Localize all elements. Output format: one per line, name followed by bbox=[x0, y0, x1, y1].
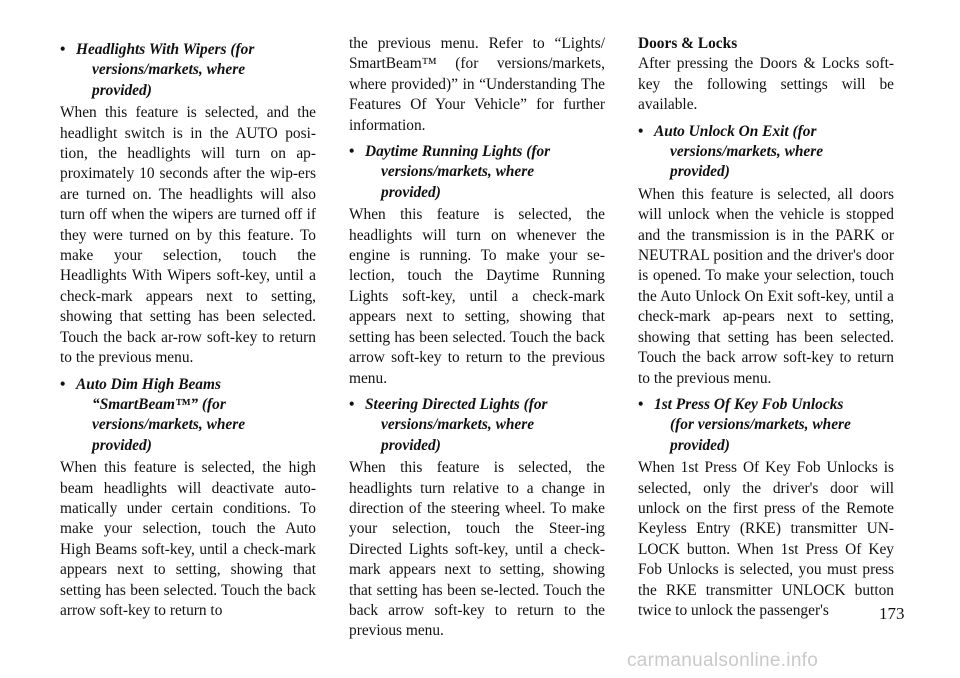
bullet-heading-line: versions/markets, where bbox=[381, 163, 535, 181]
bullet-dot-icon: • bbox=[349, 143, 355, 161]
watermark: carmanualsonline.info bbox=[627, 650, 819, 671]
bullet-heading bbox=[638, 122, 894, 183]
body-paragraph: When this feature is selected, the headlights will turn on whenever the engine is running. To make your se-lection, touch the Daytime Running Lights soft-key, until a check-mark appears next to setting, showing that setting has been selected. Touch the back arrow soft-key to return to the previous menu. bbox=[349, 206, 605, 387]
bullet-heading-line: versions/markets, where bbox=[670, 143, 824, 161]
bullet-dot-icon: • bbox=[638, 395, 644, 413]
column-3 bbox=[638, 34, 894, 621]
bullet-dot-icon: • bbox=[60, 41, 66, 58]
bullet-dot-icon: • bbox=[638, 122, 644, 140]
column-2 bbox=[349, 34, 605, 642]
section-heading: Doors & Locks bbox=[638, 35, 738, 52]
bullet-heading-line: “SmartBeam™” (for bbox=[92, 395, 226, 413]
bullet-heading-line: provided) bbox=[381, 436, 441, 454]
bullet-dot-icon: • bbox=[349, 395, 355, 413]
bullet-heading bbox=[60, 40, 316, 101]
bullet-heading-line: provided) bbox=[670, 163, 730, 181]
bullet-heading-line: Steering Directed Lights (for bbox=[365, 395, 548, 413]
bullet-heading bbox=[349, 142, 605, 203]
bullet-heading-line: provided) bbox=[381, 183, 441, 201]
bullet-heading-line: provided) bbox=[670, 436, 730, 454]
bullet-heading-line: versions/markets, where bbox=[92, 61, 246, 79]
body-paragraph: When this feature is selected, and the headlight switch is in the AUTO posi-tion, the headlights will turn on ap-proximately 10 seconds after the wip-ers are turned on. The headlights will also turn off when the wipers are turned off if they were turned on by this feature. To make your selection, touch the Headlights With Wipers soft-key, until a check-mark appears next to setting, showing that setting has been selected. Touch the back ar-row soft-key to return to the previous menu. bbox=[60, 104, 316, 367]
bullet-heading-line: 1st Press Of Key Fob Unlocks bbox=[654, 395, 844, 413]
bullet-heading bbox=[60, 375, 316, 457]
body-paragraph: When this feature is selected, all doors will unlock when the vehicle is stopped and the transmission is in the PARK or NEUTRAL position and the driver's door is opened. To make your selection, touch the Auto Unlock On Exit soft-key, until a check-mark ap-pears next to setting, showing that setting has been selected. Touch the back arrow soft-key to return to the previous menu. bbox=[638, 185, 894, 387]
bullet-heading-line: Auto Dim High Beams bbox=[76, 375, 221, 393]
bullet-heading-line: Headlights With Wipers (for bbox=[76, 41, 255, 58]
body-paragraph: When this feature is selected, the high beam headlights will deactivate auto-matically under certain conditions. To make your selection, touch the Auto High Beams soft-key, until a check-mark appears next to setting, showing that setting has been selected. Touch the back arrow soft-key to return to bbox=[60, 459, 316, 619]
bullet-heading-line: versions/markets, where bbox=[92, 416, 246, 434]
bullet-heading-line: Auto Unlock On Exit (for bbox=[654, 122, 817, 140]
bullet-heading bbox=[349, 395, 605, 456]
bullet-heading-line: provided) bbox=[92, 81, 152, 99]
body-paragraph: After pressing the Doors & Locks soft-key the following settings will be available. bbox=[638, 55, 894, 114]
bullet-heading-line: (for versions/markets, where bbox=[670, 416, 851, 434]
bullet-heading bbox=[638, 395, 894, 456]
body-paragraph: the previous menu. Refer to “Lights/ SmartBeam™ (for versions/markets, where provided)” in “Understanding The Features Of Your Vehicle” for further information. bbox=[349, 35, 605, 134]
bullet-heading-line: versions/markets, where bbox=[381, 416, 535, 434]
bullet-dot-icon: • bbox=[60, 375, 66, 393]
bullet-heading-line: provided) bbox=[92, 436, 152, 454]
page-number: 173 bbox=[879, 604, 905, 623]
column-1 bbox=[60, 34, 316, 621]
bullet-heading-line: Daytime Running Lights (for bbox=[365, 143, 551, 161]
body-paragraph: When this feature is selected, the headlights turn relative to a change in direction of the steering wheel. To make your selection, touch the Steer-ing Directed Lights soft-key, until a check-mark appears next to setting, showing that setting has been se-lected. Touch the back arrow soft-key to return to the previous menu. bbox=[349, 459, 605, 640]
body-paragraph: When 1st Press Of Key Fob Unlocks is selected, only the driver's door will unlock on the first press of the Remote Keyless Entry (RKE) transmitter UN-LOCK button. When 1st Press Of Key Fob Unlocks is selected, you must press the RKE transmitter UNLOCK button twice to unlock the passenger's bbox=[638, 459, 894, 619]
